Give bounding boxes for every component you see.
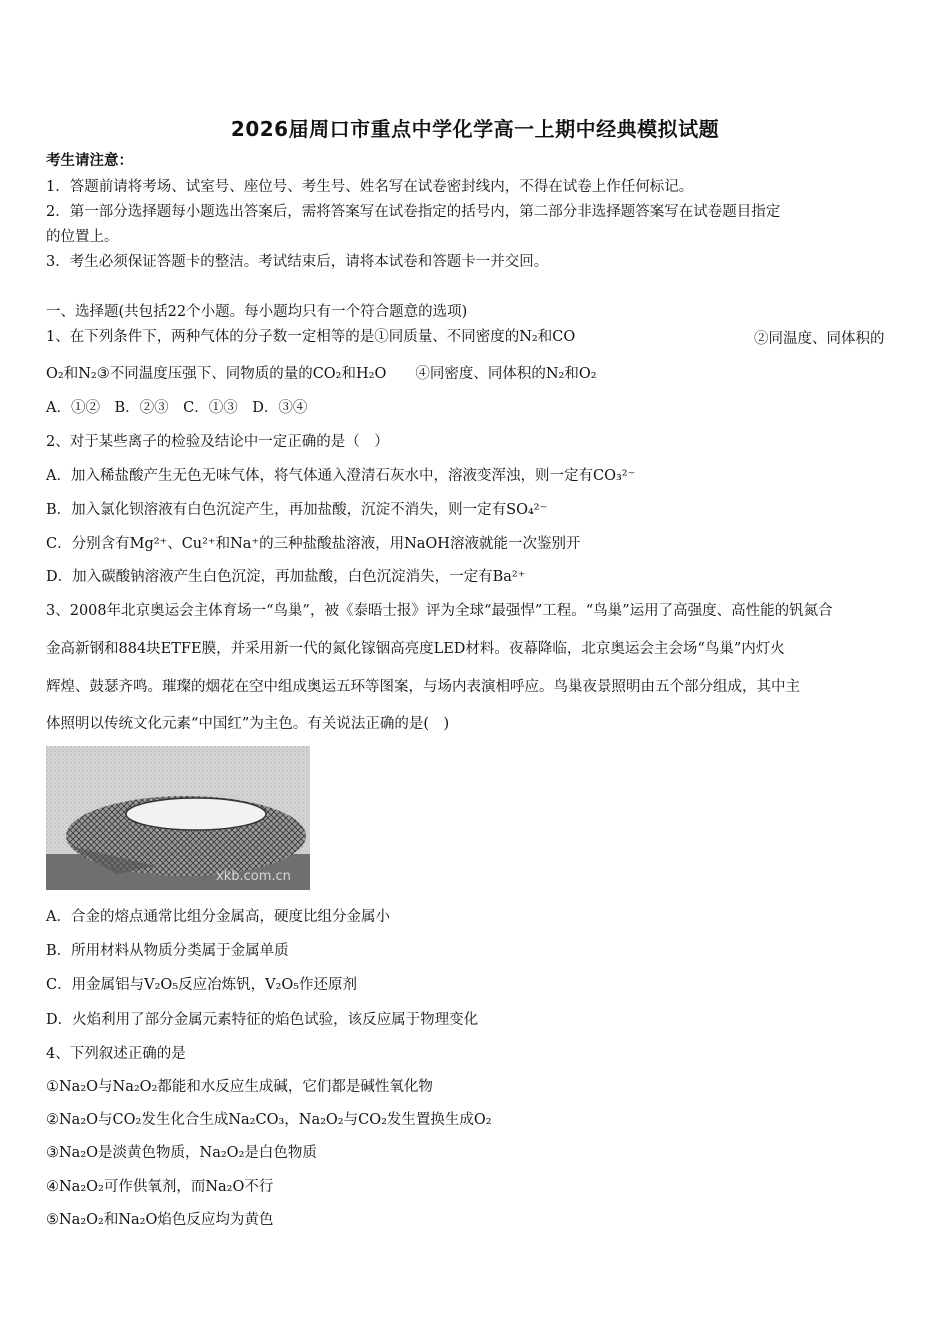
q2-option-d: D．加入碳酸钠溶液产生白色沉淀，再加盐酸，白色沉淀消失，一定有Ba²⁺: [46, 569, 526, 585]
q3-option-a: A．合金的熔点通常比组分金属高，硬度比组分金属小: [46, 909, 390, 925]
notice-item-1: 1．答题前请将考场、试室号、座位号、考生号、姓名写在试卷密封线内，不得在试卷上作任何标记。: [46, 179, 694, 195]
q3-option-d: D．火焰利用了部分金属元素特征的焰色试验，该反应属于物理变化: [46, 1012, 479, 1028]
photo-stadium-roof-opening: [126, 798, 266, 830]
q3-stem-line-3: 辉煌、鼓瑟齐鸣。璀璨的烟花在空中组成奥运五环等图案，与场内表演相呼应。鸟巢夜景照明由五个部分组成，其中主: [46, 679, 800, 695]
q2-option-c: C．分别含有Mg²⁺、Cu²⁺和Na⁺的三种盐酸盐溶液，用NaOH溶液就能一次鉴别开: [46, 536, 581, 552]
q4-item-1: ①Na₂O与Na₂O₂都能和水反应生成碱，它们都是碱性氧化物: [46, 1079, 433, 1095]
notice-item-2-cont: 的位置上。: [46, 229, 119, 245]
section-heading: 一、选择题(共包括22个小题。每小题均只有一个符合题意的选项): [46, 304, 468, 320]
photo-watermark: xkb.com.cn: [216, 869, 291, 884]
q3-option-c: C．用金属铝与V₂O₅反应冶炼钒，V₂O₅作还原剂: [46, 977, 358, 993]
q4-stem: 4、下列叙述正确的是: [46, 1046, 186, 1062]
q2-stem: 2、对于某些离子的检验及结论中一定正确的是（ ）: [46, 434, 389, 450]
q1-stem-a: 1、在下列条件下，两种气体的分子数一定相等的是①同质量、不同密度的N₂和CO: [46, 329, 576, 345]
q1-stem-c: O₂和N₂③不同温度压强下、同物质的量的CO₂和H₂O ④同密度、同体积的N₂和O₂: [46, 366, 597, 382]
q3-option-b: B．所用材料从物质分类属于金属单质: [46, 943, 289, 959]
q3-stem-line-2: 金高新钢和884块ETFE膜，并采用新一代的氮化镓铟高亮度LED材料。夜幕降临，北京奥运会主会场“鸟巢”内灯火: [46, 641, 785, 657]
q2-option-b: B．加入氯化钡溶液有白色沉淀产生，再加盐酸，沉淀不消失，则一定有SO₄²⁻: [46, 502, 548, 518]
birds-nest-stadium-photo: [46, 746, 310, 890]
notice-heading: 考生请注意：: [46, 152, 133, 169]
q3-stem-line-1: 3、2008年北京奥运会主体育场一“鸟巢”，被《泰晤士报》评为全球“最强悍”工程。“鸟巢”运用了高强度、高性能的钒氮合: [46, 603, 833, 619]
q4-item-5: ⑤Na₂O₂和Na₂O焰色反应均为黄色: [46, 1212, 274, 1228]
q4-item-4: ④Na₂O₂可作供氧剂，而Na₂O不行: [46, 1179, 274, 1195]
q1-stem-b: ②同温度、同体积的: [754, 331, 885, 347]
q1-options: A．①② B．②③ C．①③ D．③④: [46, 400, 308, 416]
notice-item-3: 3．考生必须保证答题卡的整洁。考试结束后，请将本试卷和答题卡一并交回。: [46, 254, 549, 270]
page-title: 2026届周口市重点中学化学高一上期中经典模拟试题: [230, 117, 720, 141]
q4-item-3: ③Na₂O是淡黄色物质，Na₂O₂是白色物质: [46, 1145, 317, 1161]
q4-item-2: ②Na₂O与CO₂发生化合生成Na₂CO₃，Na₂O₂与CO₂发生置换生成O₂: [46, 1112, 492, 1128]
q3-stem-line-4: 体照明以传统文化元素“中国红”为主色。有关说法正确的是( ): [46, 716, 450, 732]
q2-option-a: A．加入稀盐酸产生无色无味气体，将气体通入澄清石灰水中，溶液变浑浊，则一定有CO₃²⁻: [46, 468, 636, 484]
notice-item-2: 2．第一部分选择题每小题选出答案后，需将答案写在试卷指定的括号内，第二部分非选择题答案写在试卷题目指定: [46, 204, 781, 220]
